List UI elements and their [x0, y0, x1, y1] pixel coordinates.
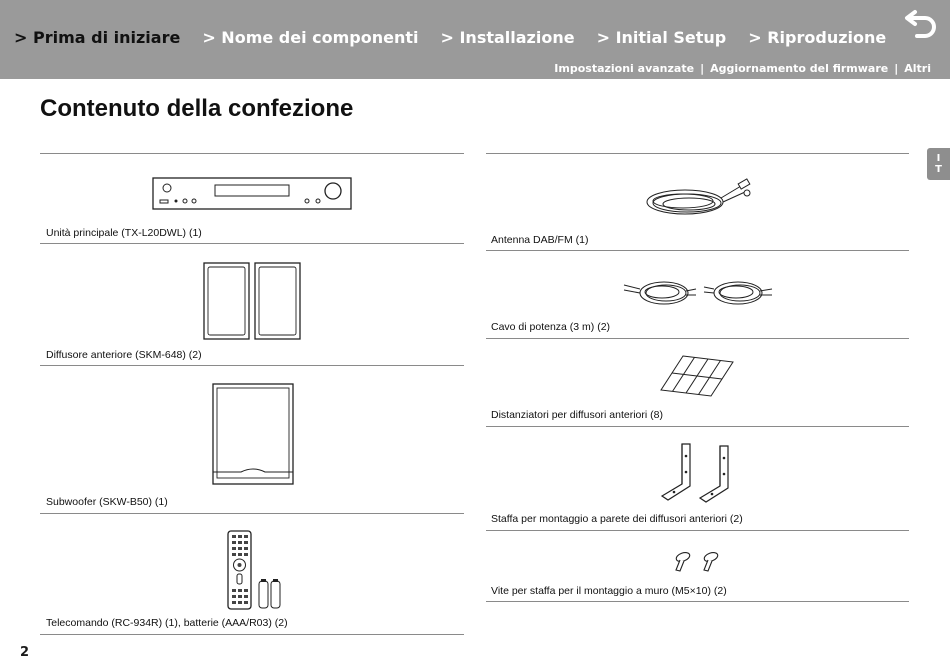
back-arrow-icon[interactable]: [903, 6, 941, 38]
item-caption: Cavo di potenza (3 m) (2): [491, 321, 611, 333]
bracket-icon: [660, 442, 746, 504]
item-caption: Staffa per montaggio a parete dei diffusori anteriori (2): [491, 513, 743, 525]
divider: [40, 243, 464, 244]
nav-aggiornamento-firmware[interactable]: Aggiornamento del firmware: [710, 62, 889, 75]
speakers-icon: [202, 261, 302, 341]
divider: [40, 634, 464, 635]
cable-icon: [622, 275, 774, 311]
receiver-icon: [152, 177, 352, 211]
divider: [486, 153, 909, 154]
language-tab-letter: I: [936, 153, 941, 164]
page-title: Contenuto della confezione: [40, 95, 354, 122]
nav-prima-di-iniziare[interactable]: > Prima di iniziare: [14, 28, 181, 47]
item-caption: Vite per staffa per il montaggio a muro (M5×10) (2): [491, 585, 727, 597]
divider: [486, 250, 909, 251]
top-navigation-bar: [0, 0, 950, 79]
item-caption: Antenna DAB/FM (1): [491, 234, 589, 246]
nav-impostazioni-avanzate[interactable]: Impostazioni avanzate: [554, 62, 695, 75]
nav-nome-dei-componenti[interactable]: > Nome dei componenti: [202, 28, 419, 47]
divider: [486, 338, 909, 339]
divider: [486, 601, 909, 602]
page-number: 2: [20, 645, 30, 660]
screw-icon: [670, 551, 726, 573]
divider: [40, 153, 464, 154]
nav-initial-setup[interactable]: > Initial Setup: [596, 28, 727, 47]
item-caption: Telecomando (RC-934R) (1), batterie (AAA/R03) (2): [46, 617, 288, 629]
divider: [40, 513, 464, 514]
item-caption: Unità principale (TX-L20DWL) (1): [46, 227, 202, 239]
remote-icon: [226, 529, 286, 611]
divider: [486, 426, 909, 427]
language-tab-letter: T: [935, 164, 942, 175]
divider: [40, 365, 464, 366]
nav-installazione[interactable]: > Installazione: [440, 28, 575, 47]
item-caption: Distanziatori per diffusori anteriori (8): [491, 409, 663, 421]
nav-separator: |: [894, 62, 899, 75]
divider: [486, 530, 909, 531]
item-caption: Subwoofer (SKW-B50) (1): [46, 496, 168, 508]
subwoofer-icon: [211, 382, 295, 486]
nav-altri[interactable]: Altri: [904, 62, 931, 75]
item-caption: Diffusore anteriore (SKM-648) (2): [46, 349, 202, 361]
nav-separator: |: [700, 62, 705, 75]
main-nav: [14, 28, 886, 47]
sub-nav: [554, 62, 931, 75]
language-tab[interactable]: [927, 148, 950, 180]
spacer-sheet-icon: [659, 354, 735, 398]
antenna-icon: [643, 176, 755, 224]
nav-riproduzione[interactable]: > Riproduzione: [748, 28, 887, 47]
